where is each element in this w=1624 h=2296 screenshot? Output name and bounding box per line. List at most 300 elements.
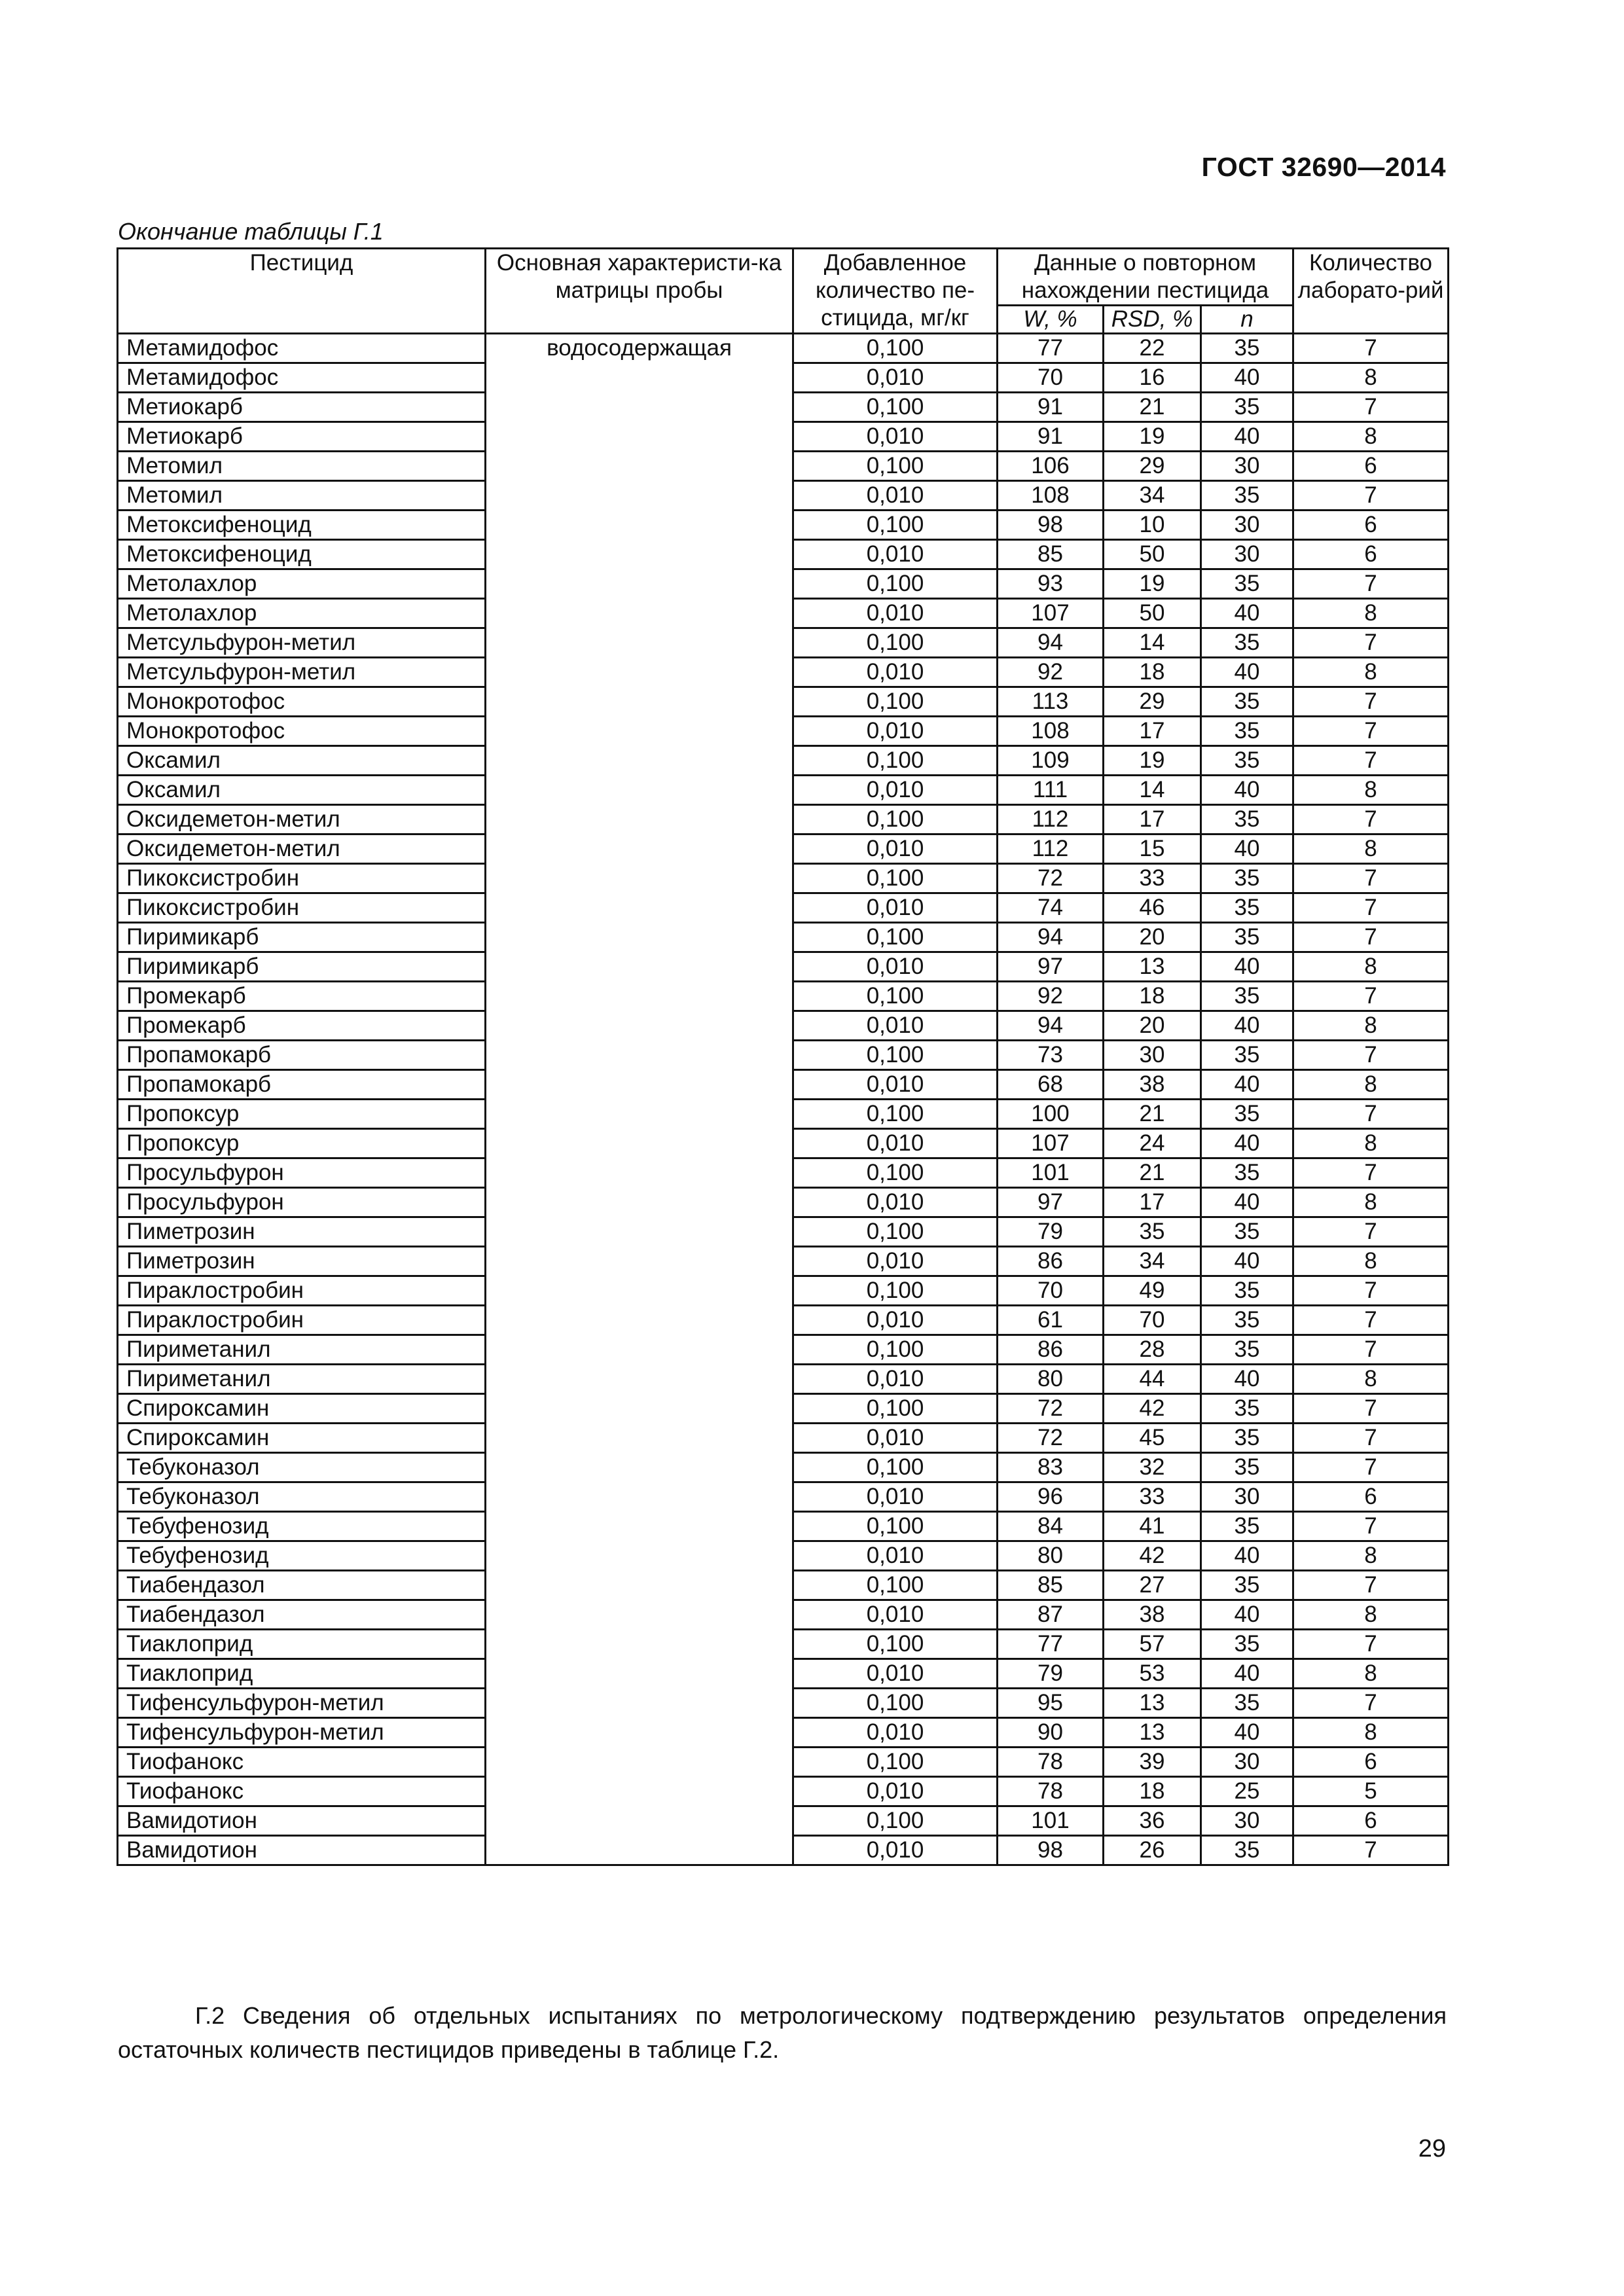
cell-pesticide-name: Тебуконазол [118,1482,486,1512]
cell-rsd-percent: 17 [1104,805,1201,834]
cell-pesticide-name: Тиаклоприд [118,1630,486,1659]
cell-w-percent: 85 [998,1571,1104,1600]
cell-w-percent: 74 [998,893,1104,923]
cell-lab-count: 7 [1293,1689,1449,1718]
cell-lab-count: 8 [1293,776,1449,805]
cell-pesticide-name: Пропоксур [118,1129,486,1158]
cell-added-amount: 0,010 [793,1659,998,1689]
cell-lab-count: 7 [1293,746,1449,776]
cell-n: 35 [1201,1512,1293,1541]
cell-lab-count: 7 [1293,1217,1449,1247]
cell-w-percent: 77 [998,1630,1104,1659]
cell-n: 35 [1201,923,1293,952]
cell-lab-count: 8 [1293,1129,1449,1158]
page-number: 29 [1418,2135,1446,2162]
cell-lab-count: 6 [1293,1748,1449,1777]
cell-w-percent: 61 [998,1306,1104,1335]
cell-pesticide-name: Спироксамин [118,1424,486,1453]
cell-lab-count: 8 [1293,599,1449,628]
cell-w-percent: 84 [998,1512,1104,1541]
cell-lab-count: 7 [1293,805,1449,834]
cell-pesticide-name: Оксидеметон-метил [118,834,486,864]
cell-rsd-percent: 18 [1104,982,1201,1011]
cell-rsd-percent: 13 [1104,1718,1201,1748]
cell-rsd-percent: 24 [1104,1129,1201,1158]
cell-n: 40 [1201,952,1293,982]
cell-rsd-percent: 26 [1104,1836,1201,1865]
cell-added-amount: 0,010 [793,1011,998,1041]
cell-w-percent: 90 [998,1718,1104,1748]
footnote-paragraph: Г.2 Сведения об отдельных испытаниях по метрологическому подтверждению результатов определения остаточных количеств пестицидов приведены в таблице Г.2. [118,2002,1447,2063]
cell-n: 35 [1201,893,1293,923]
cell-added-amount: 0,010 [793,540,998,569]
cell-rsd-percent: 53 [1104,1659,1201,1689]
cell-rsd-percent: 42 [1104,1541,1201,1571]
cell-w-percent: 113 [998,687,1104,717]
cell-w-percent: 72 [998,1394,1104,1424]
cell-w-percent: 83 [998,1453,1104,1482]
cell-lab-count: 7 [1293,1100,1449,1129]
cell-lab-count: 8 [1293,1247,1449,1276]
cell-rsd-percent: 38 [1104,1070,1201,1100]
cell-w-percent: 94 [998,923,1104,952]
cell-lab-count: 5 [1293,1777,1449,1806]
cell-added-amount: 0,010 [793,1365,998,1394]
cell-n: 35 [1201,805,1293,834]
cell-rsd-percent: 18 [1104,658,1201,687]
cell-added-amount: 0,010 [793,952,998,982]
cell-pesticide-name: Метолахлор [118,599,486,628]
cell-n: 40 [1201,834,1293,864]
cell-added-amount: 0,010 [793,363,998,393]
cell-added-amount: 0,100 [793,1453,998,1482]
cell-rsd-percent: 19 [1104,569,1201,599]
cell-pesticide-name: Оксамил [118,746,486,776]
table-body [118,334,1449,1865]
cell-n: 40 [1201,1188,1293,1217]
cell-lab-count: 7 [1293,1276,1449,1306]
cell-n: 30 [1201,540,1293,569]
cell-pesticide-name: Просульфурон [118,1158,486,1188]
cell-w-percent: 112 [998,805,1104,834]
cell-rsd-percent: 21 [1104,1158,1201,1188]
cell-added-amount: 0,010 [793,1070,998,1100]
cell-added-amount: 0,010 [793,1129,998,1158]
cell-lab-count: 7 [1293,1453,1449,1482]
cell-w-percent: 107 [998,599,1104,628]
cell-w-percent: 91 [998,422,1104,452]
cell-rsd-percent: 29 [1104,687,1201,717]
cell-added-amount: 0,100 [793,1335,998,1365]
cell-n: 35 [1201,481,1293,511]
cell-rsd-percent: 20 [1104,923,1201,952]
cell-added-amount: 0,010 [793,1424,998,1453]
cell-w-percent: 92 [998,982,1104,1011]
cell-pesticide-name: Промекарб [118,1011,486,1041]
cell-added-amount: 0,010 [793,1718,998,1748]
cell-w-percent: 94 [998,628,1104,658]
cell-w-percent: 108 [998,717,1104,746]
cell-pesticide-name: Пиметрозин [118,1217,486,1247]
cell-lab-count: 7 [1293,864,1449,893]
cell-rsd-percent: 42 [1104,1394,1201,1424]
cell-rsd-percent: 19 [1104,422,1201,452]
cell-n: 40 [1201,422,1293,452]
cell-n: 40 [1201,1011,1293,1041]
cell-w-percent: 109 [998,746,1104,776]
cell-w-percent: 101 [998,1806,1104,1836]
cell-lab-count: 8 [1293,658,1449,687]
cell-w-percent: 80 [998,1365,1104,1394]
cell-w-percent: 101 [998,1158,1104,1188]
cell-rsd-percent: 34 [1104,481,1201,511]
cell-lab-count: 7 [1293,1512,1449,1541]
cell-pesticide-name: Метамидофос [118,334,486,363]
cell-n: 40 [1201,1365,1293,1394]
cell-w-percent: 79 [998,1217,1104,1247]
cell-pesticide-name: Оксидеметон-метил [118,805,486,834]
cell-lab-count: 7 [1293,893,1449,923]
cell-w-percent: 73 [998,1041,1104,1070]
cell-w-percent: 72 [998,864,1104,893]
cell-w-percent: 78 [998,1748,1104,1777]
cell-rsd-percent: 10 [1104,511,1201,540]
cell-pesticide-name: Метомил [118,452,486,481]
cell-pesticide-name: Вамидотион [118,1836,486,1865]
cell-w-percent: 112 [998,834,1104,864]
cell-lab-count: 7 [1293,1836,1449,1865]
cell-n: 35 [1201,982,1293,1011]
cell-w-percent: 79 [998,1659,1104,1689]
cell-rsd-percent: 44 [1104,1365,1201,1394]
cell-added-amount: 0,010 [793,893,998,923]
cell-n: 30 [1201,1806,1293,1836]
cell-added-amount: 0,010 [793,717,998,746]
cell-rsd-percent: 49 [1104,1276,1201,1306]
cell-rsd-percent: 30 [1104,1041,1201,1070]
cell-n: 30 [1201,452,1293,481]
cell-w-percent: 72 [998,1424,1104,1453]
cell-pesticide-name: Тебуфенозид [118,1512,486,1541]
cell-lab-count: 8 [1293,1600,1449,1630]
document-standard-number: ГОСТ 32690—2014 [1201,152,1446,182]
cell-lab-count: 7 [1293,569,1449,599]
cell-lab-count: 7 [1293,1630,1449,1659]
cell-n: 40 [1201,1541,1293,1571]
cell-n: 35 [1201,1571,1293,1600]
cell-added-amount: 0,010 [793,1247,998,1276]
cell-added-amount: 0,100 [793,511,998,540]
cell-rsd-percent: 39 [1104,1748,1201,1777]
cell-lab-count: 7 [1293,1335,1449,1365]
cell-lab-count: 6 [1293,1482,1449,1512]
cell-added-amount: 0,100 [793,982,998,1011]
cell-w-percent: 70 [998,1276,1104,1306]
cell-matrix-characteristic: водосодержащая [486,334,793,1865]
cell-n: 35 [1201,1100,1293,1129]
cell-n: 30 [1201,1482,1293,1512]
cell-rsd-percent: 33 [1104,1482,1201,1512]
cell-pesticide-name: Пикоксистробин [118,864,486,893]
cell-pesticide-name: Пириметанил [118,1365,486,1394]
cell-n: 35 [1201,746,1293,776]
cell-w-percent: 78 [998,1777,1104,1806]
cell-n: 40 [1201,1718,1293,1748]
cell-pesticide-name: Пиримикарб [118,952,486,982]
cell-added-amount: 0,010 [793,1836,998,1865]
cell-rsd-percent: 46 [1104,893,1201,923]
cell-n: 40 [1201,658,1293,687]
cell-n: 40 [1201,599,1293,628]
cell-w-percent: 98 [998,1836,1104,1865]
cell-added-amount: 0,010 [793,658,998,687]
cell-lab-count: 7 [1293,1306,1449,1335]
cell-added-amount: 0,100 [793,334,998,363]
cell-added-amount: 0,100 [793,1630,998,1659]
cell-lab-count: 8 [1293,1718,1449,1748]
cell-pesticide-name: Метиокарб [118,422,486,452]
cell-pesticide-name: Пикоксистробин [118,893,486,923]
cell-lab-count: 8 [1293,422,1449,452]
cell-pesticide-name: Метсульфурон-метил [118,628,486,658]
cell-pesticide-name: Метолахлор [118,569,486,599]
cell-n: 35 [1201,1041,1293,1070]
cell-n: 35 [1201,1306,1293,1335]
cell-lab-count: 7 [1293,1158,1449,1188]
cell-pesticide-name: Пираклостробин [118,1276,486,1306]
cell-w-percent: 94 [998,1011,1104,1041]
cell-rsd-percent: 21 [1104,393,1201,422]
cell-added-amount: 0,010 [793,422,998,452]
cell-w-percent: 92 [998,658,1104,687]
cell-n: 35 [1201,864,1293,893]
cell-rsd-percent: 20 [1104,1011,1201,1041]
cell-added-amount: 0,100 [793,746,998,776]
cell-w-percent: 96 [998,1482,1104,1512]
cell-n: 35 [1201,569,1293,599]
cell-lab-count: 8 [1293,1659,1449,1689]
cell-lab-count: 6 [1293,1806,1449,1836]
cell-lab-count: 7 [1293,628,1449,658]
cell-rsd-percent: 57 [1104,1630,1201,1659]
cell-added-amount: 0,100 [793,1041,998,1070]
cell-added-amount: 0,100 [793,1512,998,1541]
cell-rsd-percent: 17 [1104,717,1201,746]
cell-lab-count: 7 [1293,393,1449,422]
cell-added-amount: 0,100 [793,1748,998,1777]
cell-pesticide-name: Пиримикарб [118,923,486,952]
cell-added-amount: 0,100 [793,1100,998,1129]
cell-n: 35 [1201,1158,1293,1188]
cell-w-percent: 97 [998,952,1104,982]
cell-rsd-percent: 22 [1104,334,1201,363]
cell-lab-count: 7 [1293,1041,1449,1070]
cell-added-amount: 0,010 [793,599,998,628]
cell-added-amount: 0,100 [793,687,998,717]
cell-added-amount: 0,100 [793,452,998,481]
cell-added-amount: 0,010 [793,481,998,511]
cell-n: 35 [1201,628,1293,658]
cell-rsd-percent: 33 [1104,864,1201,893]
cell-pesticide-name: Метамидофос [118,363,486,393]
cell-pesticide-name: Пропоксур [118,1100,486,1129]
cell-lab-count: 6 [1293,511,1449,540]
cell-w-percent: 85 [998,540,1104,569]
cell-n: 40 [1201,1659,1293,1689]
cell-added-amount: 0,010 [793,1600,998,1630]
header-pesticide: Пестицид [118,249,486,334]
cell-rsd-percent: 21 [1104,1100,1201,1129]
cell-n: 40 [1201,1129,1293,1158]
cell-rsd-percent: 27 [1104,1571,1201,1600]
cell-rsd-percent: 50 [1104,540,1201,569]
cell-pesticide-name: Вамидотион [118,1806,486,1836]
cell-pesticide-name: Метиокарб [118,393,486,422]
cell-n: 35 [1201,1453,1293,1482]
header-rsd: RSD, % [1104,306,1201,334]
cell-n: 35 [1201,393,1293,422]
cell-rsd-percent: 29 [1104,452,1201,481]
cell-pesticide-name: Тебуконазол [118,1453,486,1482]
cell-n: 35 [1201,1424,1293,1453]
cell-added-amount: 0,100 [793,1158,998,1188]
cell-lab-count: 7 [1293,923,1449,952]
cell-added-amount: 0,100 [793,1217,998,1247]
cell-n: 30 [1201,1748,1293,1777]
cell-lab-count: 7 [1293,982,1449,1011]
cell-w-percent: 97 [998,1188,1104,1217]
cell-pesticide-name: Тиофанокс [118,1777,486,1806]
cell-added-amount: 0,100 [793,628,998,658]
header-w: W, % [998,306,1104,334]
cell-n: 30 [1201,511,1293,540]
cell-added-amount: 0,100 [793,1394,998,1424]
cell-lab-count: 6 [1293,540,1449,569]
cell-pesticide-name: Метсульфурон-метил [118,658,486,687]
cell-w-percent: 87 [998,1600,1104,1630]
cell-w-percent: 106 [998,452,1104,481]
cell-w-percent: 95 [998,1689,1104,1718]
cell-added-amount: 0,100 [793,393,998,422]
cell-added-amount: 0,100 [793,1689,998,1718]
cell-pesticide-name: Метоксифеноцид [118,540,486,569]
cell-added-amount: 0,100 [793,1806,998,1836]
cell-added-amount: 0,100 [793,569,998,599]
cell-lab-count: 8 [1293,834,1449,864]
cell-pesticide-name: Тиабендазол [118,1571,486,1600]
cell-added-amount: 0,100 [793,805,998,834]
cell-pesticide-name: Тиабендазол [118,1600,486,1630]
cell-w-percent: 108 [998,481,1104,511]
cell-added-amount: 0,010 [793,776,998,805]
cell-added-amount: 0,010 [793,1482,998,1512]
cell-lab-count: 8 [1293,1541,1449,1571]
cell-lab-count: 7 [1293,687,1449,717]
cell-pesticide-name: Монокротофос [118,717,486,746]
cell-rsd-percent: 28 [1104,1335,1201,1365]
cell-pesticide-name: Метоксифеноцид [118,511,486,540]
cell-pesticide-name: Метомил [118,481,486,511]
cell-lab-count: 6 [1293,452,1449,481]
cell-pesticide-name: Монокротофос [118,687,486,717]
cell-n: 35 [1201,1394,1293,1424]
cell-w-percent: 86 [998,1247,1104,1276]
cell-w-percent: 91 [998,393,1104,422]
cell-lab-count: 8 [1293,952,1449,982]
cell-n: 35 [1201,1217,1293,1247]
table-row [118,334,1449,363]
cell-rsd-percent: 16 [1104,363,1201,393]
cell-w-percent: 80 [998,1541,1104,1571]
header-lab-count: Количество лаборато-рий [1293,249,1449,334]
cell-lab-count: 8 [1293,1365,1449,1394]
cell-rsd-percent: 13 [1104,1689,1201,1718]
cell-rsd-percent: 35 [1104,1217,1201,1247]
header-repeat-finding: Данные о повторном нахождении пестицида [998,249,1293,306]
cell-lab-count: 8 [1293,1188,1449,1217]
header-n: n [1201,306,1293,334]
cell-pesticide-name: Тифенсульфурон-метил [118,1718,486,1748]
cell-rsd-percent: 45 [1104,1424,1201,1453]
table-caption: Окончание таблицы Г.1 [118,218,384,245]
cell-n: 25 [1201,1777,1293,1806]
cell-rsd-percent: 17 [1104,1188,1201,1217]
cell-n: 40 [1201,776,1293,805]
cell-lab-count: 8 [1293,1011,1449,1041]
cell-pesticide-name: Пропамокарб [118,1041,486,1070]
cell-added-amount: 0,100 [793,1571,998,1600]
cell-pesticide-name: Оксамил [118,776,486,805]
cell-lab-count: 7 [1293,1394,1449,1424]
table-header [118,249,1449,334]
cell-rsd-percent: 14 [1104,628,1201,658]
header-added-amount: Добавленное количество пе-стицида, мг/кг [793,249,998,334]
cell-rsd-percent: 32 [1104,1453,1201,1482]
cell-n: 35 [1201,1630,1293,1659]
cell-rsd-percent: 50 [1104,599,1201,628]
cell-w-percent: 68 [998,1070,1104,1100]
cell-lab-count: 7 [1293,334,1449,363]
cell-n: 35 [1201,1836,1293,1865]
cell-added-amount: 0,100 [793,923,998,952]
cell-pesticide-name: Тебуфенозид [118,1541,486,1571]
cell-n: 35 [1201,687,1293,717]
cell-n: 35 [1201,1689,1293,1718]
cell-pesticide-name: Пропамокарб [118,1070,486,1100]
cell-rsd-percent: 38 [1104,1600,1201,1630]
cell-rsd-percent: 19 [1104,746,1201,776]
cell-n: 40 [1201,1070,1293,1100]
cell-added-amount: 0,100 [793,864,998,893]
cell-rsd-percent: 18 [1104,1777,1201,1806]
cell-pesticide-name: Пириметанил [118,1335,486,1365]
cell-w-percent: 93 [998,569,1104,599]
cell-w-percent: 100 [998,1100,1104,1129]
cell-n: 35 [1201,717,1293,746]
header-matrix: Основная характеристи-ка матрицы пробы [486,249,793,334]
cell-n: 35 [1201,1276,1293,1306]
cell-w-percent: 77 [998,334,1104,363]
cell-n: 40 [1201,1600,1293,1630]
cell-pesticide-name: Пиметрозин [118,1247,486,1276]
cell-w-percent: 111 [998,776,1104,805]
cell-pesticide-name: Просульфурон [118,1188,486,1217]
cell-lab-count: 7 [1293,1424,1449,1453]
cell-pesticide-name: Промекарб [118,982,486,1011]
cell-pesticide-name: Тиофанокс [118,1748,486,1777]
cell-w-percent: 107 [998,1129,1104,1158]
cell-rsd-percent: 36 [1104,1806,1201,1836]
